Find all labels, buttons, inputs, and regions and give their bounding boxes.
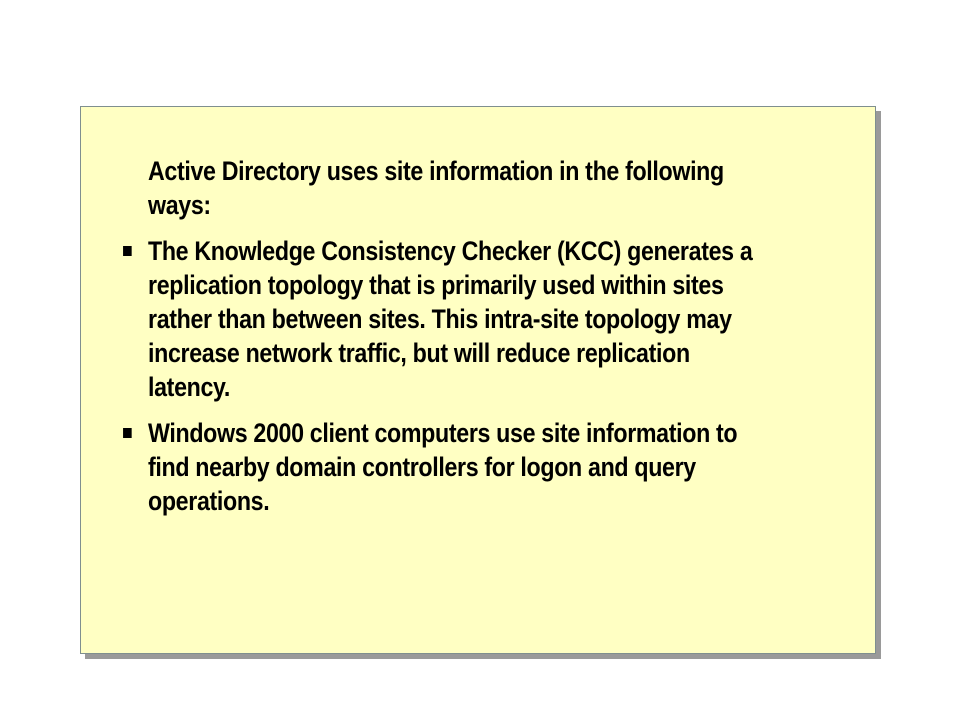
- intro-text: Active Directory uses site information in the following ways:: [148, 156, 724, 220]
- square-bullet-icon: [123, 246, 132, 256]
- bullet-item-clients: [148, 416, 763, 518]
- slide-text: [148, 154, 763, 530]
- square-bullet-icon: [123, 428, 132, 438]
- bullet-text: The Knowledge Consistency Checker (KCC) generates a replication topology that is primarily used within sites rather than between sites. This intra-site topology may increase network traffic, but will reduce replication latency.: [148, 236, 753, 402]
- bullet-text: Windows 2000 client computers use site information to find nearby domain controllers for logon and query operations.: [148, 418, 738, 516]
- bullet-item-kcc: [148, 234, 763, 404]
